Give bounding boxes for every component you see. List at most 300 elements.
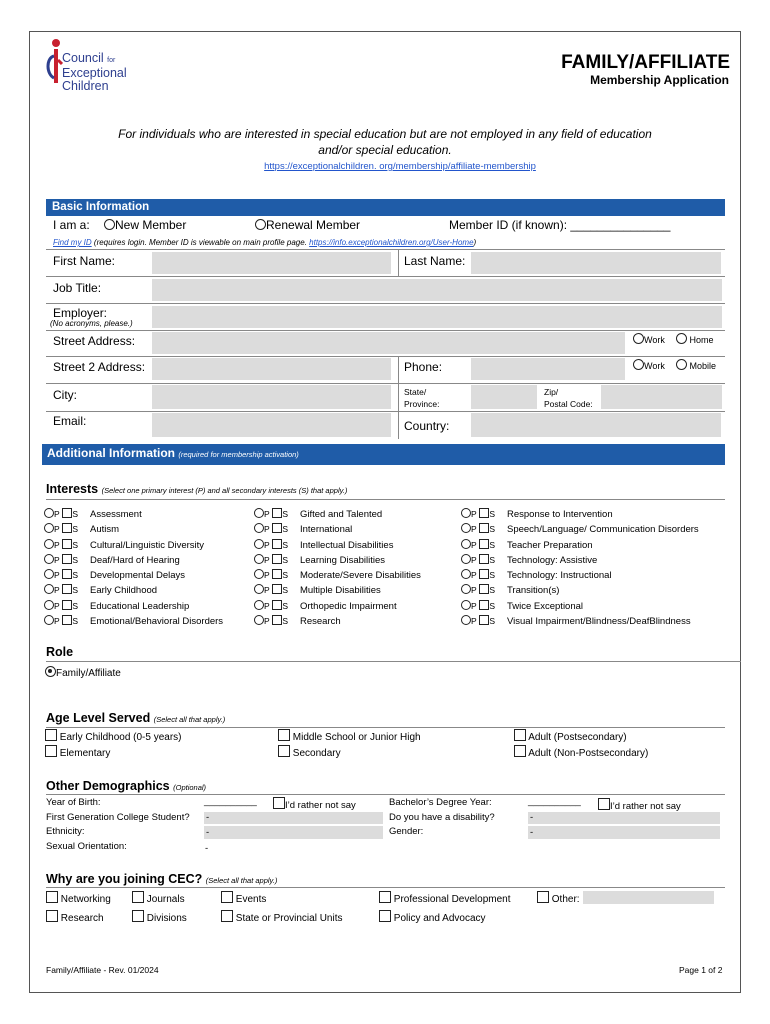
- primary-radio[interactable]: [254, 584, 264, 594]
- gender-label: Gender:: [389, 826, 424, 837]
- primary-radio[interactable]: [44, 600, 54, 610]
- city-input[interactable]: [152, 385, 391, 409]
- age-option-early[interactable]: [45, 729, 182, 743]
- s-label: S: [72, 570, 78, 581]
- primary-radio[interactable]: [254, 569, 264, 579]
- first-name-input[interactable]: [152, 252, 391, 274]
- divider: [46, 276, 725, 277]
- interest-label: Twice Exceptional: [506, 600, 584, 612]
- role-option[interactable]: [45, 666, 121, 679]
- age-option-label: Middle School or Junior High: [292, 732, 421, 743]
- interest-row: [461, 553, 699, 568]
- bachelor-rather-not-checkbox[interactable]: [598, 798, 610, 810]
- secondary-checkbox[interactable]: [62, 508, 72, 518]
- p-label: P: [471, 539, 477, 550]
- bachelor-rather-not-option[interactable]: [598, 798, 681, 812]
- primary-radio[interactable]: [44, 615, 54, 625]
- street-label: Street Address:: [53, 334, 136, 348]
- age-option-elementary[interactable]: [45, 745, 110, 759]
- interest-label: Research: [299, 616, 341, 628]
- divider: [46, 499, 725, 500]
- p-label: P: [54, 585, 60, 596]
- secondary-checkbox[interactable]: [272, 539, 282, 549]
- interest-row: [254, 614, 421, 629]
- street2-input[interactable]: [152, 358, 391, 380]
- interest-label: Emotional/Behavioral Disorders: [89, 616, 224, 628]
- first-gen-label: First Generation College Student?: [46, 812, 190, 823]
- why-heading: Why are you joining CEC? (Select all that apply.): [46, 872, 278, 886]
- s-label: S: [489, 554, 495, 565]
- interest-label: Teacher Preparation: [506, 539, 593, 551]
- interest-row: [44, 614, 223, 629]
- why-option-label: Other:: [551, 894, 580, 905]
- primary-radio[interactable]: [461, 554, 471, 564]
- employer-input[interactable]: [152, 306, 722, 328]
- why-option-label: Professional Development: [393, 894, 511, 905]
- age-option-adult-post[interactable]: [514, 729, 627, 743]
- why-policy[interactable]: [379, 910, 486, 924]
- new-member-option[interactable]: [104, 218, 186, 232]
- page-subtitle: Membership Application: [590, 73, 729, 87]
- primary-radio[interactable]: [461, 584, 471, 594]
- age-option-adult-nonpost[interactable]: [514, 745, 648, 759]
- phone-label: Phone:: [404, 360, 443, 374]
- s-label: S: [72, 585, 78, 596]
- new-member-radio[interactable]: [104, 219, 115, 230]
- interest-label: Assessment: [89, 509, 142, 520]
- interest-row: [461, 583, 699, 598]
- gender-select[interactable]: -: [528, 826, 720, 839]
- profdev-checkbox[interactable]: [379, 891, 391, 903]
- divider: [398, 411, 399, 439]
- interests-column-1: [44, 507, 223, 629]
- primary-radio[interactable]: [461, 523, 471, 533]
- footer-revision: Family/Affiliate - Rev. 01/2024: [46, 965, 159, 975]
- why-events[interactable]: [221, 891, 266, 905]
- home-label: Home: [689, 335, 714, 345]
- work-label: Work: [644, 361, 665, 371]
- primary-radio[interactable]: [44, 584, 54, 594]
- primary-radio[interactable]: [44, 569, 54, 579]
- zip-input[interactable]: [601, 385, 722, 409]
- basic-info-bar: [46, 199, 725, 216]
- p-label: P: [471, 600, 477, 611]
- footer-page-number: Page 1 of 2: [679, 965, 723, 975]
- s-label: S: [489, 616, 495, 627]
- member-id-field[interactable]: Member ID (if known): _______________: [449, 218, 671, 232]
- find-id-note: (requires login. Member ID is viewable on main profile page.: [93, 238, 307, 247]
- demographics-heading: Other Demographics (Optional): [46, 779, 207, 793]
- why-option-label: Divisions: [146, 913, 187, 924]
- why-option-label: Networking: [60, 894, 111, 905]
- why-note: (Select all that apply.): [205, 876, 278, 885]
- secondary-checkbox[interactable]: [272, 569, 282, 579]
- interests-column-3: [461, 507, 699, 629]
- s-label: S: [489, 585, 495, 596]
- s-label: S: [72, 554, 78, 565]
- interest-row: [254, 583, 421, 598]
- year-of-birth-label: Year of Birth:: [46, 797, 101, 808]
- state-label: State/ Province:: [404, 387, 440, 409]
- p-label: P: [54, 600, 60, 611]
- interest-row: [461, 507, 699, 522]
- interest-label: Visual Impairment/Blindness/DeafBlindness: [506, 616, 691, 628]
- ethnicity-select[interactable]: -: [204, 826, 383, 839]
- divider: [46, 887, 725, 888]
- orientation-select[interactable]: -: [205, 843, 209, 854]
- s-label: S: [282, 539, 288, 550]
- interest-label: Moderate/Severe Disabilities: [299, 570, 421, 582]
- p-label: P: [471, 570, 477, 581]
- interest-row: [254, 568, 421, 583]
- role-heading: Role: [46, 645, 74, 659]
- p-label: P: [54, 509, 60, 519]
- divisions-checkbox[interactable]: [132, 910, 144, 922]
- first-name-label: First Name:: [53, 254, 116, 268]
- divider: [398, 249, 399, 276]
- divider: [46, 411, 725, 412]
- bachelor-label: Bachelor’s Degree Year:: [389, 797, 492, 808]
- why-state[interactable]: [221, 910, 343, 924]
- primary-radio[interactable]: [254, 508, 264, 518]
- interests-heading: Interests (Select one primary interest (P) and all secondary interests (S) that apply.): [46, 482, 348, 496]
- why-option-label: Policy and Advocacy: [393, 913, 486, 924]
- year-rather-not-option[interactable]: [273, 797, 356, 811]
- secondary-checkbox[interactable]: [479, 554, 489, 564]
- primary-radio[interactable]: [461, 508, 471, 518]
- iam-label: I am a:: [53, 218, 90, 232]
- primary-radio[interactable]: [461, 539, 471, 549]
- divider: [46, 303, 725, 304]
- interest-label: Multiple Disabilities: [299, 585, 381, 597]
- interest-label: Transition(s): [506, 585, 560, 597]
- demographics-note: (Optional): [173, 783, 207, 792]
- interest-row: [254, 522, 421, 537]
- additional-info-note: (required for membership activation): [178, 450, 299, 459]
- interest-row: [461, 614, 699, 629]
- interest-row: [44, 522, 223, 537]
- interest-label: Response to Intervention: [506, 509, 613, 520]
- s-label: S: [72, 509, 78, 519]
- divider: [46, 249, 725, 250]
- email-label: Email:: [53, 414, 87, 428]
- secondary-checkbox[interactable]: [272, 600, 282, 610]
- mobile-label: Mobile: [689, 361, 717, 371]
- role-family-radio[interactable]: [45, 666, 56, 677]
- secondary-checkbox[interactable]: [479, 539, 489, 549]
- other-input[interactable]: [583, 891, 714, 904]
- why-journals[interactable]: [132, 891, 185, 905]
- s-label: S: [489, 600, 495, 611]
- secondary-checkbox[interactable]: [272, 554, 282, 564]
- zip-label: Zip/ Postal Code:: [544, 387, 593, 409]
- other-checkbox[interactable]: [537, 891, 549, 903]
- year-rather-not-checkbox[interactable]: [273, 797, 285, 809]
- last-name-label: Last Name:: [404, 254, 466, 268]
- additional-info-bar: [42, 444, 725, 465]
- age-option-middle[interactable]: [278, 729, 421, 743]
- user-home-link[interactable]: https://info.exceptionalchildren.org/User-Home: [309, 238, 474, 247]
- primary-radio[interactable]: [461, 615, 471, 625]
- country-label: Country:: [404, 419, 450, 433]
- p-label: P: [264, 554, 270, 565]
- interest-label: Speech/Language/ Communication Disorders: [506, 524, 699, 536]
- interests-note: (Select one primary interest (P) and all secondary interests (S) that apply.): [101, 486, 348, 495]
- p-label: P: [471, 554, 477, 565]
- street-work-option[interactable]: [633, 333, 665, 345]
- state-input[interactable]: [471, 385, 537, 409]
- age-note: (Select all that apply.): [153, 715, 226, 724]
- year-of-birth-input[interactable]: __________: [204, 796, 257, 807]
- p-label: P: [264, 509, 270, 519]
- secondary-checkbox[interactable]: [479, 569, 489, 579]
- phone-input[interactable]: [471, 358, 625, 380]
- disability-select[interactable]: -: [528, 812, 720, 824]
- p-label: P: [54, 539, 60, 550]
- p-label: P: [264, 600, 270, 611]
- interest-row: [461, 599, 699, 614]
- s-label: S: [489, 539, 495, 550]
- secondary-checkbox[interactable]: [272, 615, 282, 625]
- job-title-input[interactable]: [152, 279, 722, 301]
- research-checkbox[interactable]: [46, 910, 58, 922]
- interest-label: Autism: [89, 524, 120, 536]
- age-adult-nonpost-checkbox[interactable]: [514, 745, 526, 757]
- last-name-input[interactable]: [471, 252, 721, 274]
- s-label: S: [489, 509, 495, 519]
- networking-checkbox[interactable]: [46, 891, 58, 903]
- interest-row: [44, 599, 223, 614]
- interests-column-2: [254, 507, 421, 629]
- phone-work-radio[interactable]: [633, 359, 644, 370]
- interest-label: Technology: Instructional: [506, 570, 612, 582]
- secondary-checkbox[interactable]: [272, 584, 282, 594]
- street-work-radio[interactable]: [633, 333, 644, 344]
- age-early-checkbox[interactable]: [45, 729, 57, 741]
- interest-label: Intellectual Disabilities: [299, 539, 394, 551]
- s-label: S: [489, 570, 495, 581]
- employer-label: Employer:: [53, 306, 108, 320]
- age-adult-post-checkbox[interactable]: [514, 729, 526, 741]
- interest-row: [44, 583, 223, 598]
- p-label: P: [54, 524, 60, 535]
- divider: [398, 356, 399, 383]
- p-label: P: [54, 570, 60, 581]
- street2-label: Street 2 Address:: [53, 360, 146, 374]
- secondary-checkbox[interactable]: [62, 523, 72, 533]
- interest-label: Developmental Delays: [89, 570, 186, 582]
- street-input[interactable]: [152, 332, 625, 354]
- interest-row: [44, 538, 223, 553]
- bachelor-input[interactable]: __________: [528, 796, 581, 807]
- secondary-checkbox[interactable]: [62, 600, 72, 610]
- interest-row: [254, 507, 421, 522]
- interest-row: [461, 522, 699, 537]
- why-profdev[interactable]: [379, 891, 511, 905]
- age-option-label: Secondary: [292, 748, 341, 759]
- s-label: S: [72, 524, 78, 535]
- policy-checkbox[interactable]: [379, 910, 391, 922]
- age-heading: Age Level Served (Select all that apply.): [46, 711, 226, 725]
- why-option-label: Research: [60, 913, 104, 924]
- intro-line-2: and/or special education.: [318, 143, 452, 157]
- interest-row: [461, 538, 699, 553]
- primary-radio[interactable]: [254, 615, 264, 625]
- p-label: P: [471, 509, 477, 519]
- phone-work-option[interactable]: [633, 359, 665, 371]
- divider: [46, 661, 741, 662]
- s-label: S: [282, 524, 288, 535]
- basic-info-heading: Basic Information: [52, 201, 150, 213]
- page-title: FAMILY/AFFILIATE: [561, 52, 730, 73]
- interest-label: International: [299, 524, 353, 536]
- age-secondary-checkbox[interactable]: [278, 745, 290, 757]
- s-label: S: [282, 554, 288, 565]
- country-input[interactable]: [471, 413, 721, 437]
- street-home-option[interactable]: [676, 333, 714, 345]
- secondary-checkbox[interactable]: [62, 584, 72, 594]
- secondary-checkbox[interactable]: [272, 523, 282, 533]
- work-label: Work: [644, 335, 665, 345]
- interest-label: Early Childhood: [89, 585, 158, 597]
- age-middle-checkbox[interactable]: [278, 729, 290, 741]
- primary-radio[interactable]: [254, 554, 264, 564]
- why-option-label: Events: [235, 894, 267, 905]
- secondary-checkbox[interactable]: [479, 584, 489, 594]
- additional-info-heading: Additional Information: [47, 446, 175, 460]
- membership-link[interactable]: https://exceptionalchildren. org/membership/affiliate-membership: [264, 161, 536, 172]
- logo-text: Council for Exceptional Children: [62, 51, 127, 93]
- cec-logo-icon: [45, 38, 63, 90]
- why-option-label: State or Provincial Units: [235, 913, 343, 924]
- primary-radio[interactable]: [254, 523, 264, 533]
- secondary-checkbox[interactable]: [62, 539, 72, 549]
- p-label: P: [264, 524, 270, 535]
- why-networking[interactable]: [46, 891, 111, 905]
- renewal-member-label: Renewal Member: [266, 218, 361, 232]
- why-research[interactable]: [46, 910, 104, 924]
- state-units-checkbox[interactable]: [221, 910, 233, 922]
- interest-row: [254, 553, 421, 568]
- secondary-checkbox[interactable]: [62, 615, 72, 625]
- phone-mobile-option[interactable]: [676, 359, 716, 371]
- ethnicity-label: Ethnicity:: [46, 826, 85, 837]
- s-label: S: [282, 600, 288, 611]
- primary-radio[interactable]: [44, 554, 54, 564]
- s-label: S: [72, 539, 78, 550]
- city-label: City:: [53, 388, 77, 402]
- p-label: P: [471, 585, 477, 596]
- secondary-checkbox[interactable]: [479, 523, 489, 533]
- divider: [46, 794, 725, 795]
- secondary-checkbox[interactable]: [272, 508, 282, 518]
- interest-label: Technology: Assistive: [506, 554, 598, 566]
- s-label: S: [282, 570, 288, 581]
- find-id-close: ): [473, 238, 477, 247]
- secondary-checkbox[interactable]: [479, 600, 489, 610]
- interest-row: [254, 599, 421, 614]
- primary-radio[interactable]: [44, 539, 54, 549]
- interest-label: Learning Disabilities: [299, 554, 386, 566]
- interest-label: Educational Leadership: [89, 600, 190, 612]
- interest-label: Gifted and Talented: [299, 509, 383, 520]
- p-label: P: [54, 616, 60, 627]
- interest-label: Cultural/Linguistic Diversity: [89, 539, 205, 551]
- s-label: S: [282, 585, 288, 596]
- role-label: Family/Affiliate: [56, 668, 121, 679]
- rather-not-label: I’d rather not say: [610, 801, 681, 812]
- p-label: P: [54, 554, 60, 565]
- first-gen-select[interactable]: -: [204, 812, 383, 824]
- new-member-label: New Member: [115, 218, 187, 232]
- divider: [46, 727, 725, 728]
- phone-mobile-radio[interactable]: [676, 359, 687, 370]
- secondary-checkbox[interactable]: [62, 554, 72, 564]
- primary-radio[interactable]: [44, 508, 54, 518]
- interest-row: [254, 538, 421, 553]
- renewal-member-radio[interactable]: [255, 219, 266, 230]
- secondary-checkbox[interactable]: [479, 615, 489, 625]
- interest-row: [461, 568, 699, 583]
- divider: [398, 383, 399, 411]
- age-option-label: Early Childhood (0-5 years): [59, 732, 182, 743]
- intro-line-1: For individuals who are interested in special education but are not employed in any field of education: [118, 127, 652, 141]
- p-label: P: [264, 539, 270, 550]
- find-id-link[interactable]: Find my ID: [53, 238, 92, 247]
- age-option-secondary[interactable]: [278, 745, 341, 759]
- primary-radio[interactable]: [461, 600, 471, 610]
- interest-label: Deaf/Hard of Hearing: [89, 554, 180, 566]
- primary-radio[interactable]: [254, 600, 264, 610]
- interest-row: [44, 553, 223, 568]
- street-home-radio[interactable]: [676, 333, 687, 344]
- p-label: P: [264, 570, 270, 581]
- rather-not-label: I’d rather not say: [285, 800, 356, 811]
- email-input[interactable]: [152, 413, 391, 437]
- age-option-label: Adult (Non-Postsecondary): [528, 748, 649, 759]
- why-option-label: Journals: [146, 894, 185, 905]
- events-checkbox[interactable]: [221, 891, 233, 903]
- orientation-label: Sexual Orientation:: [46, 841, 127, 852]
- divider: [46, 383, 725, 384]
- primary-radio[interactable]: [254, 539, 264, 549]
- renewal-member-option[interactable]: [255, 218, 360, 232]
- s-label: S: [489, 524, 495, 535]
- divider: [46, 356, 725, 357]
- primary-radio[interactable]: [44, 523, 54, 533]
- divider: [46, 330, 725, 331]
- journals-checkbox[interactable]: [132, 891, 144, 903]
- interest-label: Orthopedic Impairment: [299, 600, 397, 612]
- p-label: P: [264, 616, 270, 627]
- s-label: S: [72, 616, 78, 627]
- s-label: S: [282, 616, 288, 627]
- primary-radio[interactable]: [461, 569, 471, 579]
- why-divisions[interactable]: [132, 910, 187, 924]
- age-option-label: Elementary: [59, 748, 111, 759]
- p-label: P: [264, 585, 270, 596]
- secondary-checkbox[interactable]: [62, 569, 72, 579]
- employer-note: (No acronyms, please.): [50, 319, 133, 328]
- age-elementary-checkbox[interactable]: [45, 745, 57, 757]
- age-option-label: Adult (Postsecondary): [528, 732, 627, 743]
- p-label: P: [471, 524, 477, 535]
- interest-row: [44, 507, 223, 522]
- s-label: S: [72, 600, 78, 611]
- job-title-label: Job Title:: [53, 281, 102, 295]
- why-other[interactable]: [537, 891, 580, 905]
- secondary-checkbox[interactable]: [479, 508, 489, 518]
